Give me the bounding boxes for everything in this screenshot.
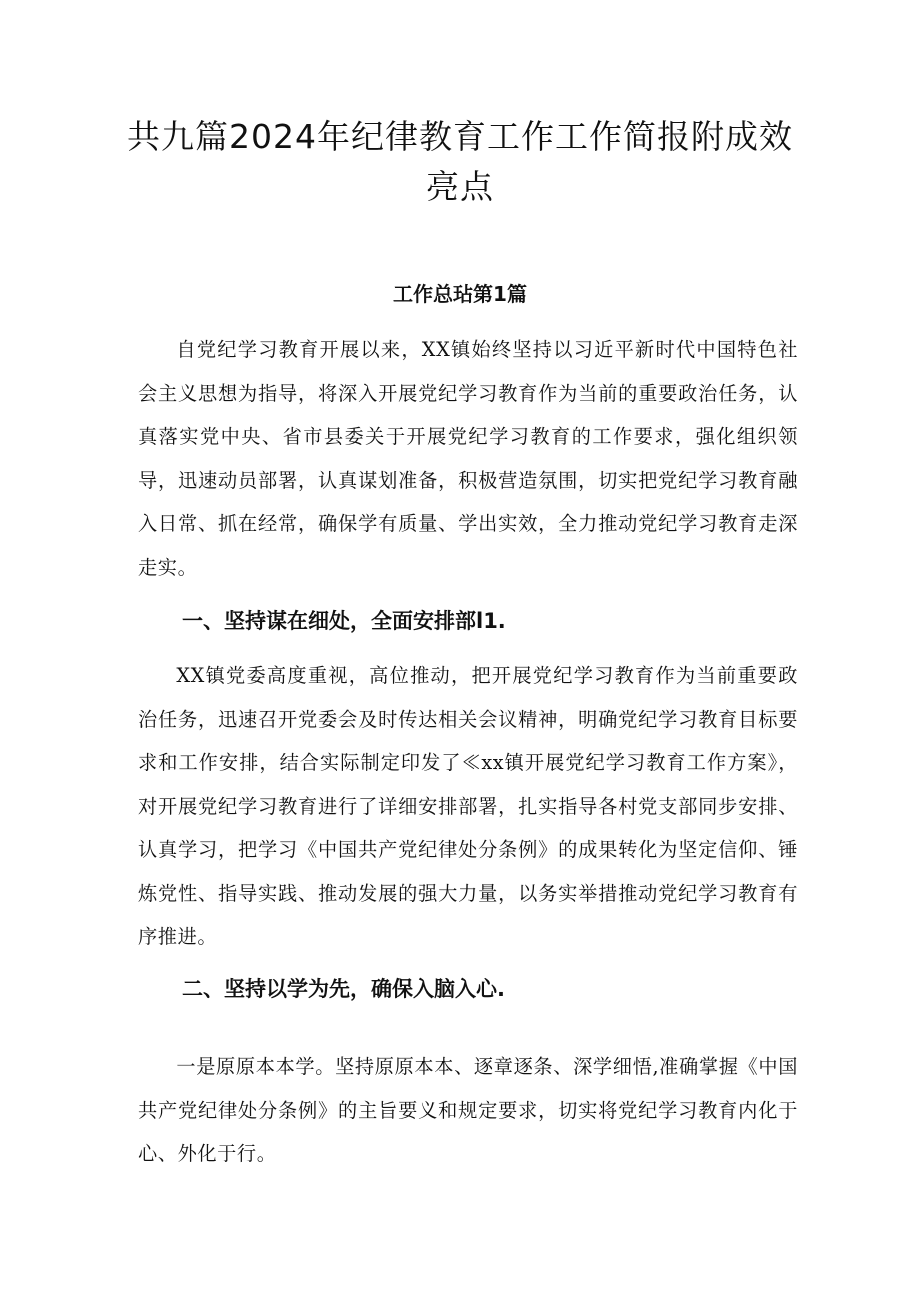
paragraph-2: 一是原原本本学。坚持原原本本、逐章逐条、深学细悟,准确掌握《中国共产党纪律处分条例》的主旨要义和规定要求，切实将党纪学习教育内化于心、外化于行。 <box>138 1055 798 1165</box>
section-heading-2: 二、坚持以学为先，确保入脑入心. <box>182 977 505 1001</box>
document-title: 共九篇2024年纪律教育工作工作简报附成效亮点 <box>127 117 793 206</box>
paragraph-1: XX镇党委高度重视，高位推动，把开展党纪学习教育作为当前重要政治任务，迅速召开党委会及时传达相关会议精神，明确党纪学习教育目标要求和工作安排，结合实际制定印发了≪xx镇开展党纪学习教育工作方案》，对开展党纪学习教育进行了详细安排部署，扎实指导各村党支部同步安排、认真学习，把学习《中国共产党纪律处分条例》的成果转化为坚定信仰、锤炼党性、指导实践、推动发展的强大力量，以务实举措推动党纪学习教育有序推进。 <box>138 664 798 948</box>
intro-paragraph: 自党纪学习教育开展以来，XX镇始终坚持以习近平新时代中国特色社会主义思想为指导，将深入开展党纪学习教育作为当前的重要政治任务，认真落实党中央、省市县委关于开展党纪学习教育的工作要求，强化组织领导，迅速动员部署，认真谋划准备，积极营造氛围，切实把党纪学习教育融入日常、抓在经常，确保学有质量、学出实效，全力推动党纪学习教育走深走实。 <box>138 338 798 579</box>
section-title: 工作总玷第1篇 <box>393 282 527 306</box>
section-heading-1: 一、坚持谋在细处，全面安排部l1. <box>182 609 506 633</box>
